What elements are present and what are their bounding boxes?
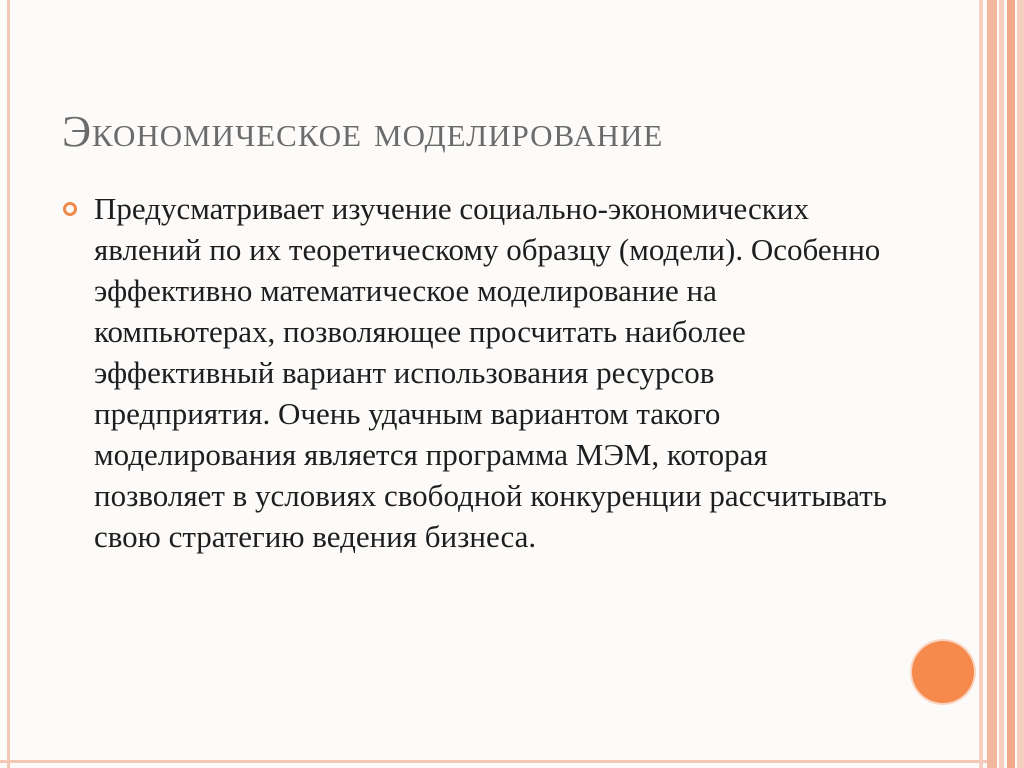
frame-left-line xyxy=(7,0,10,768)
decorative-stripe xyxy=(1017,0,1024,768)
decorative-stripe xyxy=(1007,0,1015,768)
ring-bullet-icon xyxy=(63,202,77,216)
slide-title: Экономическое моделирование xyxy=(62,107,664,156)
orange-circle-decoration xyxy=(912,641,974,703)
slide-body xyxy=(94,188,894,557)
decorative-stripe xyxy=(999,0,1004,768)
bullet-text: Предусматривает изучение социально-экономических явлений по их теоретическому образцу (модели). Особенно эффективно математическое моделирование на компьютерах, позволяющее просчитать наиболее эффективный вариант использования ресурсов предприятия. Очень удачным вариантом такого моделирования является программа МЭМ, которая позволяет в условиях свободной конкуренции рассчитывать свою стратегию ведения бизнеса. xyxy=(94,191,887,554)
frame-bottom-line xyxy=(0,760,990,763)
decorative-stripe xyxy=(979,0,983,768)
decorative-stripe xyxy=(987,0,997,768)
